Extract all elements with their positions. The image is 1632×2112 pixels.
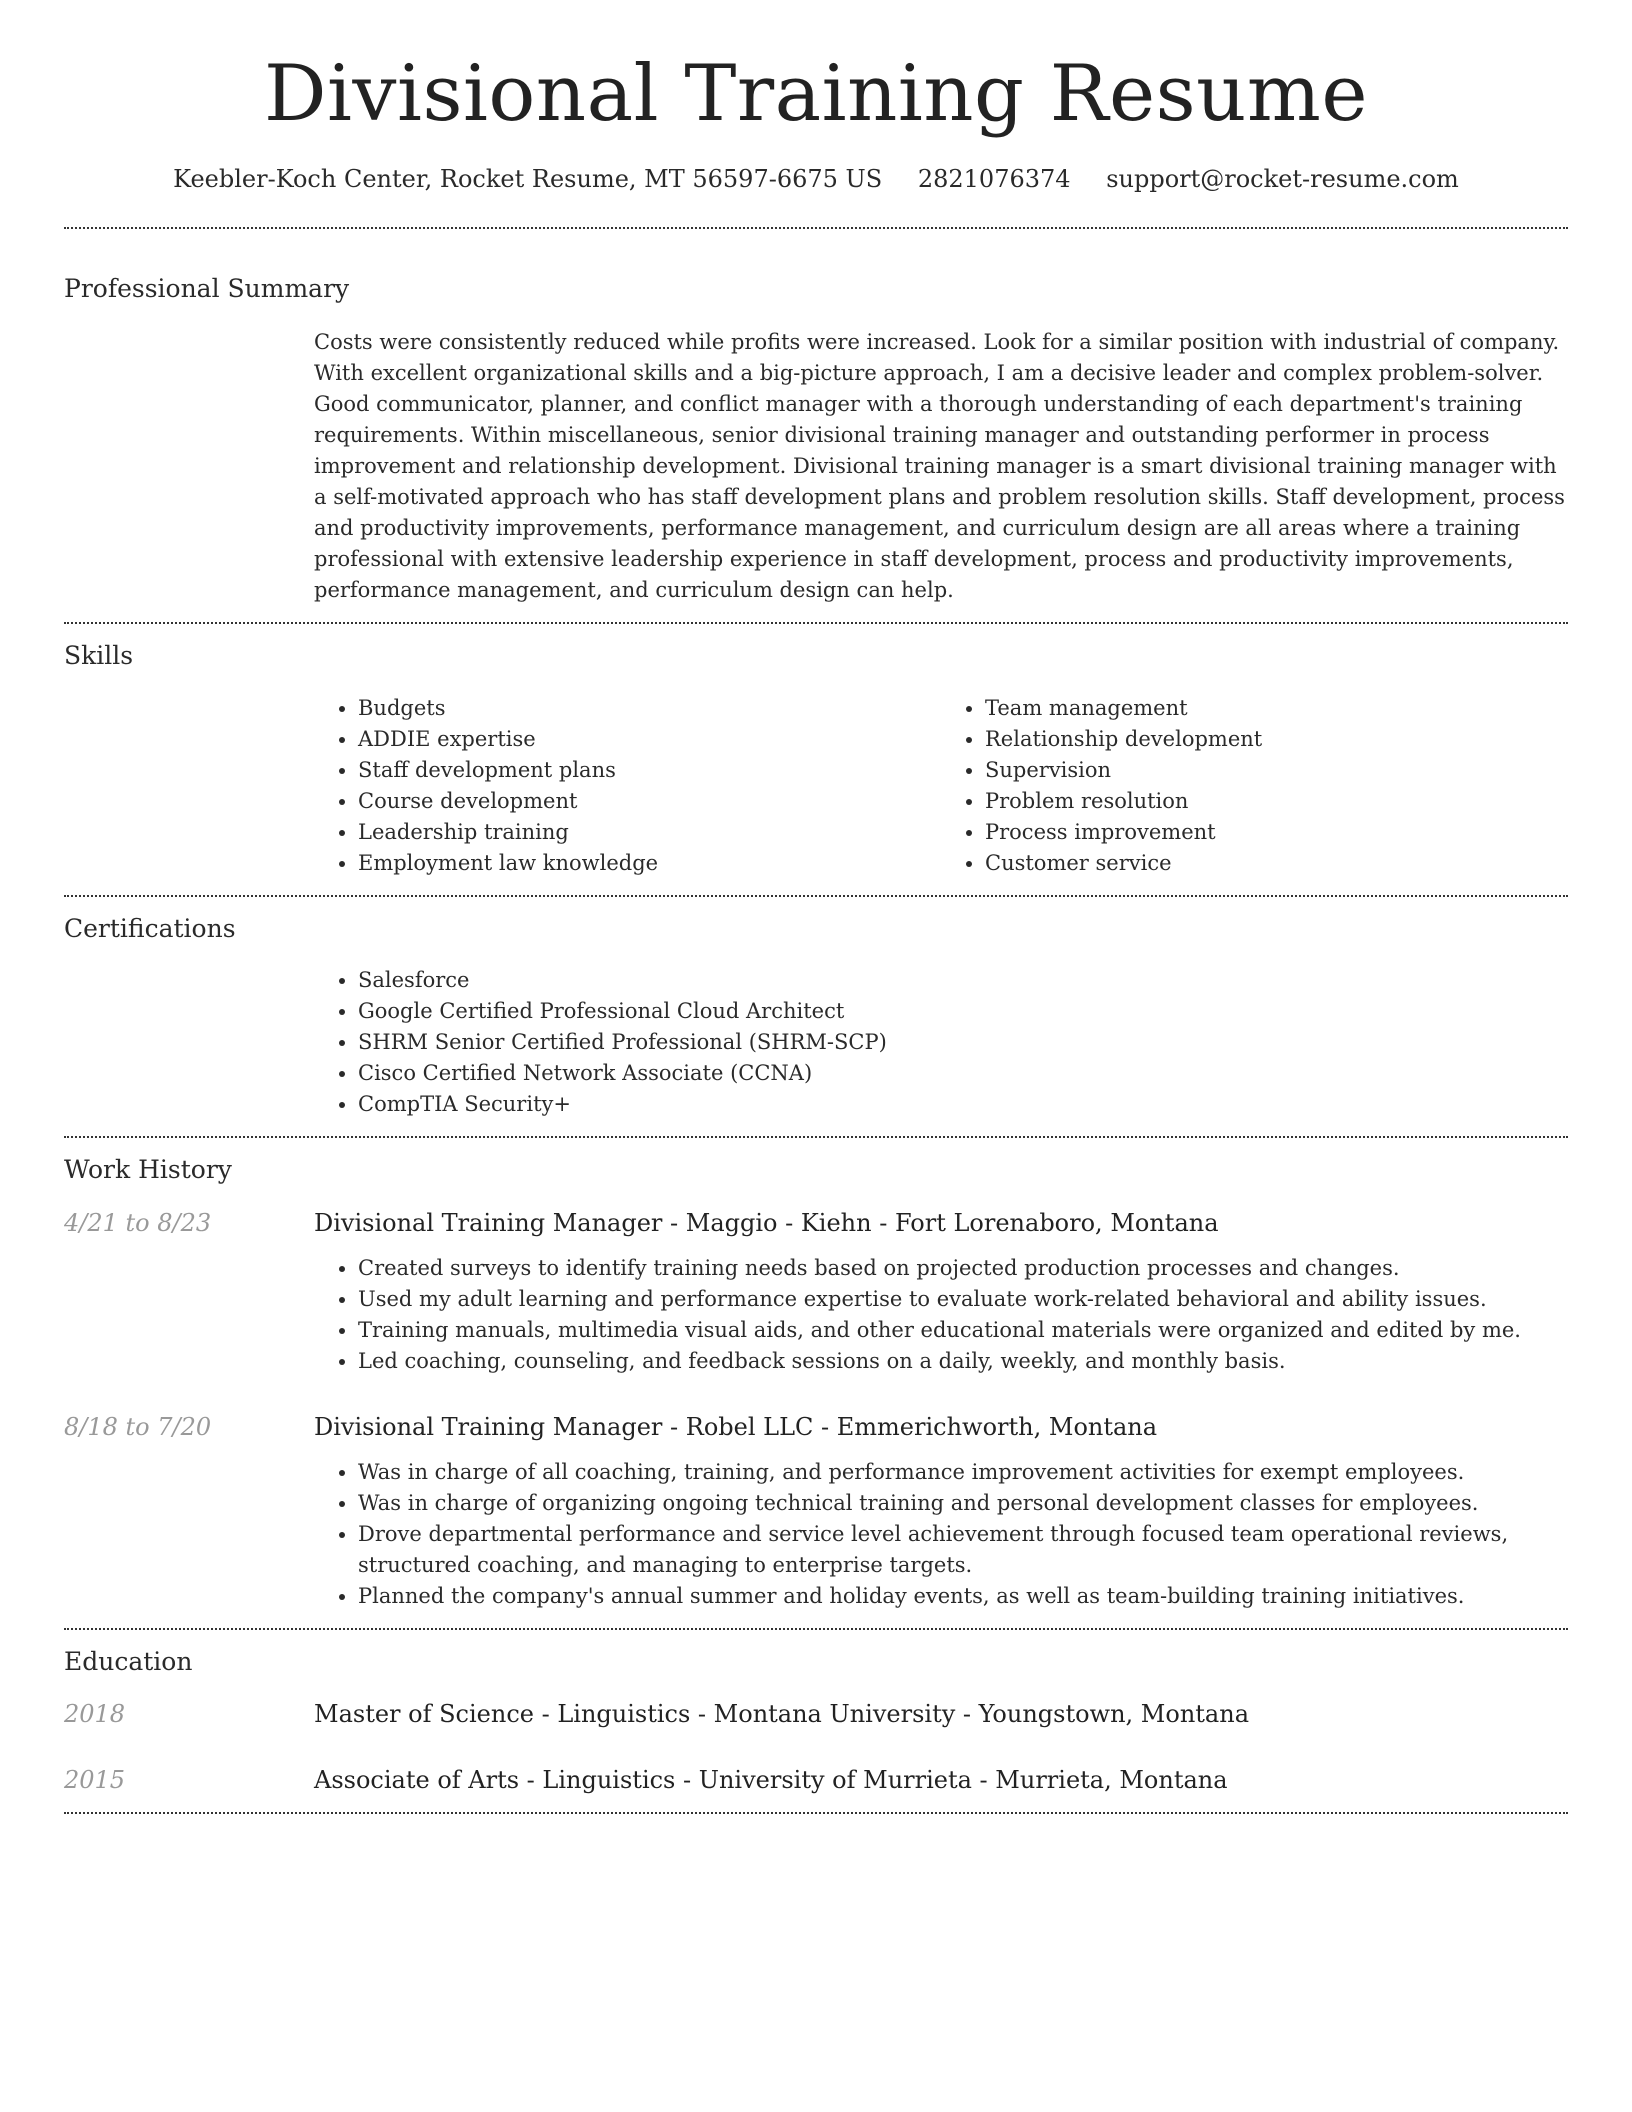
skill-item: • ADDIE expertise <box>358 724 941 755</box>
work-entry <box>64 1207 1568 1377</box>
education-year: 2018 <box>64 1700 126 1729</box>
skills-section <box>64 624 1568 895</box>
education-heading: Education <box>64 1646 193 1676</box>
certification-item: • Salesforce <box>358 965 1568 996</box>
work-bullet: • Training manuals, multimedia visual aids, and other educational materials were organized and edited by me. <box>358 1315 1568 1346</box>
contact-phone: 2821076374 <box>917 164 1071 193</box>
work-bullet: • Created surveys to identify training needs based on projected production processes and changes. <box>358 1253 1568 1284</box>
contact-email: support@rocket-resume.com <box>1106 164 1459 193</box>
work-bullet: • Led coaching, counseling, and feedback sessions on a daily, weekly, and monthly basis. <box>358 1346 1568 1377</box>
work-bullet: • Was in charge of organizing ongoing technical training and personal development classes for employees. <box>358 1488 1568 1519</box>
resume-header <box>64 0 1568 195</box>
skill-item: • Leadership training <box>358 817 941 848</box>
skill-item: • Supervision <box>985 755 1568 786</box>
education-entry <box>64 1698 1568 1730</box>
skill-item: • Relationship development <box>985 724 1568 755</box>
work-history-section <box>64 1138 1568 1628</box>
certification-item: • Google Certified Professional Cloud Architect <box>358 996 1568 1027</box>
resume-title: Divisional Training Resume <box>263 49 1369 139</box>
certifications-heading: Certifications <box>64 913 236 943</box>
work-bullet: • Used my adult learning and performance expertise to evaluate work-related behavioral and ability issues. <box>358 1284 1568 1315</box>
summary-heading: Professional Summary <box>64 273 350 303</box>
skill-item: • Course development <box>358 786 941 817</box>
work-bullets <box>314 1253 1568 1377</box>
certification-item: • Cisco Certified Network Associate (CCNA) <box>358 1058 1568 1089</box>
certification-item: • SHRM Senior Certified Professional (SHRM-SCP) <box>358 1027 1568 1058</box>
education-entry <box>64 1764 1568 1796</box>
skills-heading: Skills <box>64 641 134 671</box>
work-bullets <box>314 1457 1568 1612</box>
skills-list-right <box>941 693 1568 879</box>
work-bullet: • Drove departmental performance and service level achievement through focused team operational reviews, structured coaching, and managing to enterprise targets. <box>358 1519 1568 1581</box>
education-section <box>64 1630 1568 1813</box>
certifications-section <box>64 897 1568 1137</box>
education-year: 2015 <box>64 1766 126 1795</box>
work-title: Divisional Training Manager - Maggio - Kiehn - Fort Lorenaboro, Montana <box>314 1208 1219 1237</box>
contact-line <box>64 164 1568 195</box>
work-history-heading: Work History <box>64 1155 232 1185</box>
skill-item: • Team management <box>985 693 1568 724</box>
work-dates: 8/18 to 7/20 <box>64 1412 212 1441</box>
summary-text: Costs were consistently reduced while profits were increased. Look for a similar position with industrial of company. With excellent organizational skills and a big-picture approach, I am a decisive leader and complex problem-solver. Good communicator, planner, and conflict manager with a thorough understanding of each department's training requirements. Within miscellaneous, senior divisional training manager and outstanding performer in process improvement and relationship development. Divisional training manager is a smart divisional training manager with a self-motivated approach who has staff development plans and problem resolution skills. Staff development, process and productivity improvements, performance management, and curriculum design are all areas where a training professional with extensive leadership experience in staff development, process and productivity improvements, performance management, and curriculum design can help. <box>314 330 1565 603</box>
skills-list-left <box>314 693 941 879</box>
certification-item: • CompTIA Security+ <box>358 1089 1568 1120</box>
contact-address: Keebler-Koch Center, Rocket Resume, MT 56597-6675 US <box>173 164 883 193</box>
skill-item: • Staff development plans <box>358 755 941 786</box>
work-entry <box>64 1411 1568 1612</box>
summary-section <box>64 229 1568 623</box>
skill-item: • Budgets <box>358 693 941 724</box>
work-dates: 4/21 to 8/23 <box>64 1208 212 1237</box>
skill-item: • Employment law knowledge <box>358 848 941 879</box>
work-bullet: • Was in charge of all coaching, training, and performance improvement activities for exempt employees. <box>358 1457 1568 1488</box>
skill-item: • Process improvement <box>985 817 1568 848</box>
skill-item: • Customer service <box>985 848 1568 879</box>
work-title: Divisional Training Manager - Robel LLC - Emmerichworth, Montana <box>314 1412 1158 1441</box>
divider <box>64 1812 1568 1814</box>
certifications-list <box>314 965 1568 1120</box>
skill-item: • Problem resolution <box>985 786 1568 817</box>
education-degree: Master of Science - Linguistics - Montana University - Youngstown, Montana <box>314 1700 1250 1729</box>
work-bullet: • Planned the company's annual summer and holiday events, as well as team-building training initiatives. <box>358 1581 1568 1612</box>
education-degree: Associate of Arts - Linguistics - University of Murrieta - Murrieta, Montana <box>314 1766 1228 1795</box>
